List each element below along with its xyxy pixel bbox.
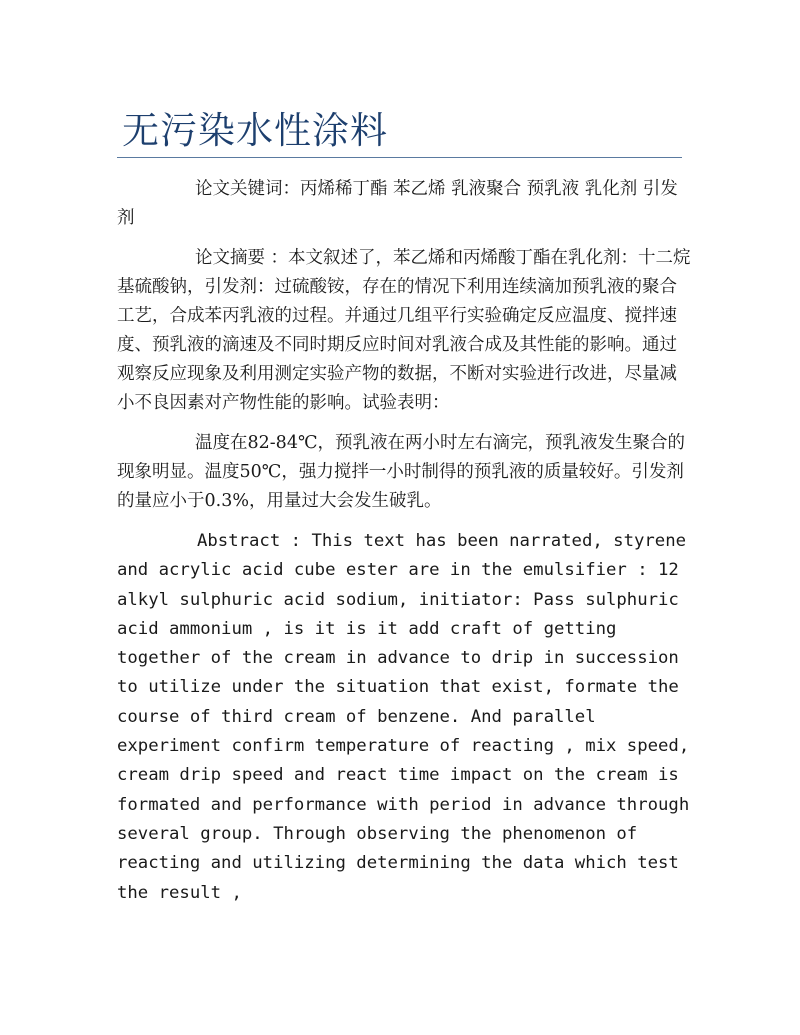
results-cn-paragraph: 温度在82-84℃，预乳液在两小时左右滴完，预乳液发生聚合的现象明显。温度50℃，强力搅拌一小时制得的预乳液的质量较好。引发剂的量应小于0.3%，用量过大会发生破乳。 (117, 433, 686, 511)
document-body (117, 175, 692, 908)
title-divider (117, 157, 682, 158)
document-title: 无污染水性涂料 (122, 109, 388, 152)
abstract-cn-paragraph: 论文摘要 ：本文叙述了，苯乙烯和丙烯酸丁酯在乳化剂：十二烷基硫酸钠，引发剂：过硫酸铵，存在的情况下利用连续滴加预乳液的聚合工艺，合成苯丙乳液的过程。并通过几组平行实验确定反应温度、搅拌速度、预乳液的滴速及不同时期反应时间对乳液合成及其性能的影响。通过观察反应现象及利用测定实验产物的数据，不断对实验进行改进，尽量减小不良因素对产物性能的影响。试验表明： (117, 248, 691, 413)
abstract-en-paragraph: Abstract : This text has been narrated, styrene and acrylic acid cube ester are in the emulsifier : 12 alkyl sulphuric acid sodium, initiator: Pass sulphuric acid ammonium , is it is it add craft of getting together of the cream in advance to drip in succession to utilize under the situation that exist, formate the course of third cream of benzene. And parallel experiment confirm temperature of reacting , mix speed, cream drip speed and react time impact on the cream is formated and performance with period in advance through several group. Through observing the phenomenon of reacting and utilizing determining the data which test the result , (117, 531, 690, 903)
keywords-paragraph: 论文关键词：丙烯稀丁酯 苯乙烯 乳液聚合 预乳液 乳化剂 引发剂 (117, 179, 678, 228)
